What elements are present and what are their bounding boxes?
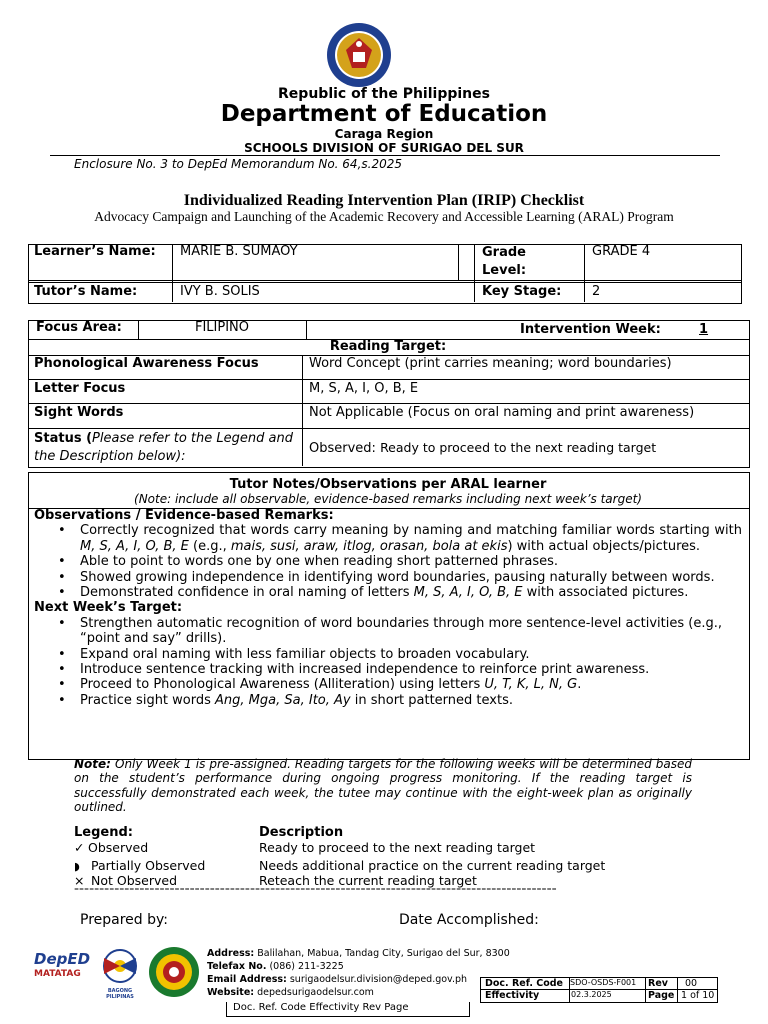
bottom-strip: Doc. Ref. Code Effectivity Rev Page xyxy=(226,1002,470,1017)
region-label: Caraga Region xyxy=(334,127,434,141)
document-subtitle: Advocacy Campaign and Launching of the Academic Recovery and Accessible Learning (ARAL) Program xyxy=(94,209,674,224)
focus-area-label: Focus Area: xyxy=(36,320,122,335)
learner-name-value: MARIE B. SUMAOY xyxy=(180,244,298,259)
rev-label: Rev xyxy=(648,978,668,989)
rev-value: 00 xyxy=(685,978,698,989)
tutor-name-label: Tutor’s Name: xyxy=(34,284,138,299)
legend-description: Needs additional practice on the current reading target xyxy=(259,858,606,873)
division-seal xyxy=(148,946,200,998)
page-value: 1 of 10 xyxy=(681,990,715,1001)
week-note: Note: Only Week 1 is pre-assigned. Reading targets for the following weeks will be determined based on the student’s performance during ongoing progress monitoring. If the reading target is successfully demonstrated each week, the tutee may continue with the eight-week plan as originally outlined. xyxy=(74,757,692,815)
doc-ref-value: SDO-OSDS-F001 xyxy=(570,978,637,987)
date-accomplished-label: Date Accomplished: xyxy=(399,912,539,928)
legend-heading: Legend: xyxy=(74,825,133,840)
doc-ref-table xyxy=(480,977,718,1003)
enclosure-text: Enclosure No. 3 to DepEd Memorandum No. 64,s.2025 xyxy=(74,157,402,171)
intervention-week-value: 1 xyxy=(699,322,709,337)
grade-level-value: GRADE 4 xyxy=(592,244,651,259)
document-title: Individualized Reading Intervention Plan (IRIP) Checklist xyxy=(183,192,585,209)
list-item: • Able to point to words one by one when reading short patterned phrases. xyxy=(34,554,742,569)
telefax-line: Telefax No. (086) 211-3225 xyxy=(207,961,344,972)
legend-row-observed: ✓ Observed xyxy=(74,840,149,855)
half-circle-icon: ◗ xyxy=(74,860,80,873)
list-item: • Strengthen automatic recognition of word boundaries through more sentence-level activities (e.g., “point and say” drills). xyxy=(34,616,742,647)
deped-logo-text: DepED xyxy=(34,950,91,968)
focus-area-value: FILIPINO xyxy=(194,320,250,335)
phonological-focus-label: Phonological Awareness Focus xyxy=(34,356,259,371)
website-line: Website: depedsurigaodelsur.com xyxy=(207,987,374,998)
effectivity-value: 02.3.2025 xyxy=(571,990,612,999)
sight-words-label: Sight Words xyxy=(34,405,124,420)
list-item: • Practice sight words Ang, Mga, Sa, Ito, Ay in short patterned texts. xyxy=(34,693,742,708)
email-line: Email Address: surigaodelsur.division@deped.gov.ph xyxy=(207,974,468,985)
deped-matatag-logo xyxy=(34,950,91,990)
list-item: • Proceed to Phonological Awareness (Alliteration) using letters U, T, K, L, N, G. xyxy=(34,677,742,692)
separator-line: ================================================================================================ xyxy=(74,886,557,893)
list-item: • Demonstrated confidence in oral naming of letters M, S, A, I, O, B, E with associated pictures. xyxy=(34,585,742,600)
grade-level-label: Grade Level: xyxy=(482,245,527,278)
key-stage-value: 2 xyxy=(592,284,601,299)
learner-name-label: Learner’s Name: xyxy=(34,244,156,259)
list-item: • Showed growing independence in identifying word boundaries, pausing naturally between words. xyxy=(34,570,742,585)
reading-target-label: Reading Target: xyxy=(329,339,447,354)
description-heading: Description xyxy=(259,825,344,840)
legend-row-not-observed: × Not Observed xyxy=(74,873,178,888)
bagong-pilipinas-emblem xyxy=(94,948,146,984)
bagong-pilipinas-text: BAGONG PILIPINAS xyxy=(106,988,134,1000)
phonological-focus-value: Word Concept (print carries meaning; word boundaries) xyxy=(309,356,672,371)
legend-description: Ready to proceed to the next reading target xyxy=(259,840,536,855)
list-item: • Correctly recognized that words carry meaning by naming and matching familiar words starting with M, S, A, I, O, B, E (e.g., mais, susi, araw, itlog, orasan, bola at ekis) with actual objects/pictures. xyxy=(34,523,742,554)
next-week-heading: Next Week’s Target: xyxy=(34,600,183,616)
key-stage-label: Key Stage: xyxy=(482,284,562,299)
matatag-logo-text: MATATAG xyxy=(34,969,81,979)
page-label: Page xyxy=(648,990,675,1001)
republic-label: Republic of the Philippines xyxy=(278,86,490,102)
footer-contact xyxy=(207,947,510,999)
doc-ref-label: Doc. Ref. Code xyxy=(485,978,563,989)
next-week-list xyxy=(34,616,742,708)
deped-seal xyxy=(326,22,392,88)
effectivity-label: Effectivity xyxy=(485,990,540,1001)
list-item: • Expand oral naming with less familiar objects to broaden vocabulary. xyxy=(34,647,742,662)
notes-content xyxy=(34,508,742,708)
legend-row-partial: ◗ Partially Observed xyxy=(74,858,206,873)
header-divider xyxy=(50,155,720,156)
division-label: SCHOOLS DIVISION OF SURIGAO DEL SUR xyxy=(244,141,524,155)
bagong-pilipinas-logo xyxy=(94,948,146,1000)
status-value: Observed: Ready to proceed to the next reading target xyxy=(309,440,657,456)
list-item: • Introduce sentence tracking with increased independence to reinforce print awareness. xyxy=(34,662,742,677)
notes-subtitle: (Note: include all observable, evidence-based remarks including next week’s target) xyxy=(134,492,642,506)
letter-focus-value: M, S, A, I, O, B, E xyxy=(309,381,419,396)
address-line: Address: Balilahan, Mabua, Tandag City, Surigao del Sur, 8300 xyxy=(207,948,510,959)
notes-title: Tutor Notes/Observations per ARAL learner xyxy=(229,477,547,492)
tutor-name-value: IVY B. SOLIS xyxy=(180,284,260,299)
x-mark-icon: × xyxy=(74,873,85,888)
legend-description: Reteach the current reading target xyxy=(259,873,477,888)
sight-words-value: Not Applicable (Focus on oral naming and print awareness) xyxy=(309,405,695,420)
status-label: Status (Please refer to the Legend and the Description below): xyxy=(34,431,293,464)
prepared-by-label: Prepared by: xyxy=(80,912,168,928)
intervention-week-label: Intervention Week: xyxy=(520,322,661,337)
department-title: Department of Education xyxy=(220,101,548,127)
observations-list xyxy=(34,523,742,600)
letter-focus-label: Letter Focus xyxy=(34,381,126,396)
observations-heading: Observations / Evidence-based Remarks: xyxy=(34,508,334,523)
check-icon: ✓ xyxy=(74,840,85,855)
